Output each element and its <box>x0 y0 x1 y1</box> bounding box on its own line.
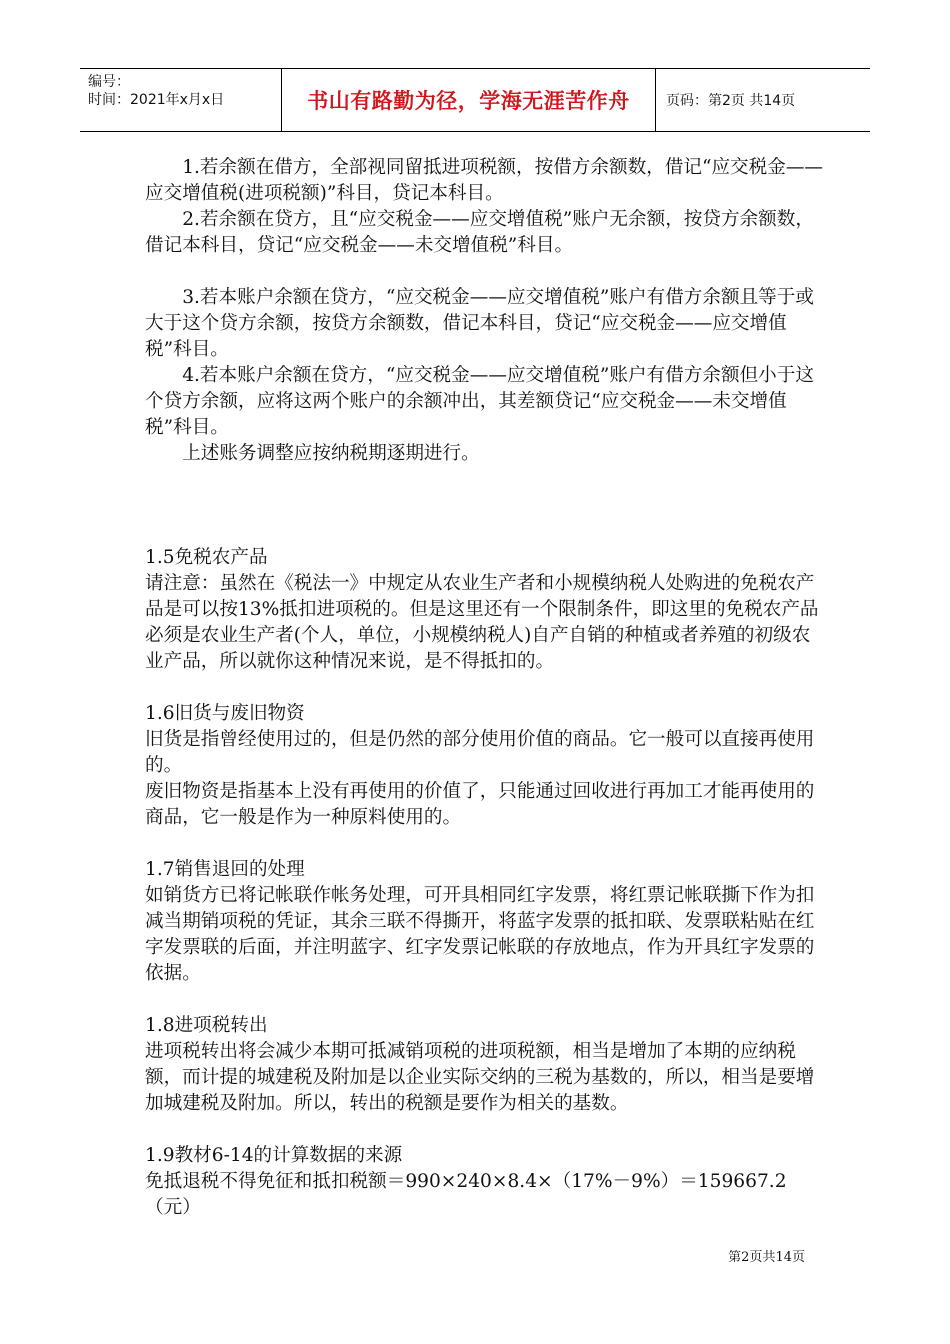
code-label: 编号： <box>88 74 130 90</box>
section-title: 1.6旧货与废旧物资 <box>145 703 305 724</box>
header-meta <box>80 69 282 131</box>
section-title: 1.9教材6-14的计算数据的来源 <box>145 1145 403 1166</box>
section-text: 免抵退税不得免征和抵扣税额＝990×240×8.4×（17%－9%）＝159667.2（元） <box>145 1171 787 1218</box>
time-label: 时间：2021年x月x日 <box>88 92 225 108</box>
header-motto: 书山有路勤为径，学海无涯苦作舟 <box>282 69 656 131</box>
section-text: 旧货是指曾经使用过的，但是仍然的部分使用价值的商品。它一般可以直接再使用的。 <box>145 729 815 776</box>
section-text: 进项税转出将会减少本期可抵减销项税的进项税额，相当是增加了本期的应纳税额，而计提的城建税及附加是以企业实际交纳的三税为基数的，所以，相当是要增加城建税及附加。所以，转出的税额是要作为相关的基数。 <box>145 1041 815 1114</box>
section-text: 废旧物资是指基本上没有再使用的价值了，只能通过回收进行再加工才能再使用的商品，它一般是作为一种原料使用的。 <box>145 781 815 828</box>
section-title: 1.5免税农产品 <box>145 547 268 568</box>
header-page-info: 页码：第2页 共14页 <box>666 93 796 109</box>
section-text: 请注意：虽然在《税法一》中规定从农业生产者和小规模纳税人处购进的免税农产品是可以按13%抵扣进项税的。但是这里还有一个限制条件，即这里的免税农产品必须是农业生产者(个人，单位，小规模纳税人)自产自销的种植或者养殖的初级农业产品，所以就你这种情况来说，是不得抵扣的。 <box>145 573 819 672</box>
section-title: 1.8进项税转出 <box>145 1015 268 1036</box>
paragraph-1: 1.若余额在借方，全部视同留抵进项税额，按借方余额数，借记“应交税金——应交增值税(进项税额)”科目，贷记本科目。 <box>145 157 824 204</box>
page-header <box>80 68 870 132</box>
section-text: 如销货方已将记帐联作帐务处理，可开具相同红字发票，将红票记帐联撕下作为扣减当期销项税的凭证，其余三联不得撕开，将蓝字发票的抵扣联、发票联粘贴在红字发票联的后面，并注明蓝字、红字发票记帐联的存放地点，作为开具红字发票的依据。 <box>145 885 815 984</box>
section-title: 1.7销售退回的处理 <box>145 859 305 880</box>
paragraph-5: 上述账务调整应按纳税期逐期进行。 <box>182 443 480 464</box>
paragraph-2: 2.若余额在贷方，且“应交税金——应交增值税”账户无余额，按贷方余额数，借记本科目，贷记“应交税金——未交增值税”科目。 <box>145 209 814 256</box>
document-body <box>145 155 825 1221</box>
page-footer: 第2页共14页 <box>728 1250 805 1265</box>
paragraph-3: 3.若本账户余额在贷方，“应交税金——应交增值税”账户有借方余额且等于或大于这个贷方余额，按贷方余额数，借记本科目，贷记“应交税金——应交增值税”科目。 <box>145 287 814 360</box>
paragraph-4: 4.若本账户余额在贷方，“应交税金——应交增值税”账户有借方余额但小于这个贷方余额，应将这两个账户的余额冲出，其差额贷记“应交税金——未交增值税”科目。 <box>145 365 814 438</box>
